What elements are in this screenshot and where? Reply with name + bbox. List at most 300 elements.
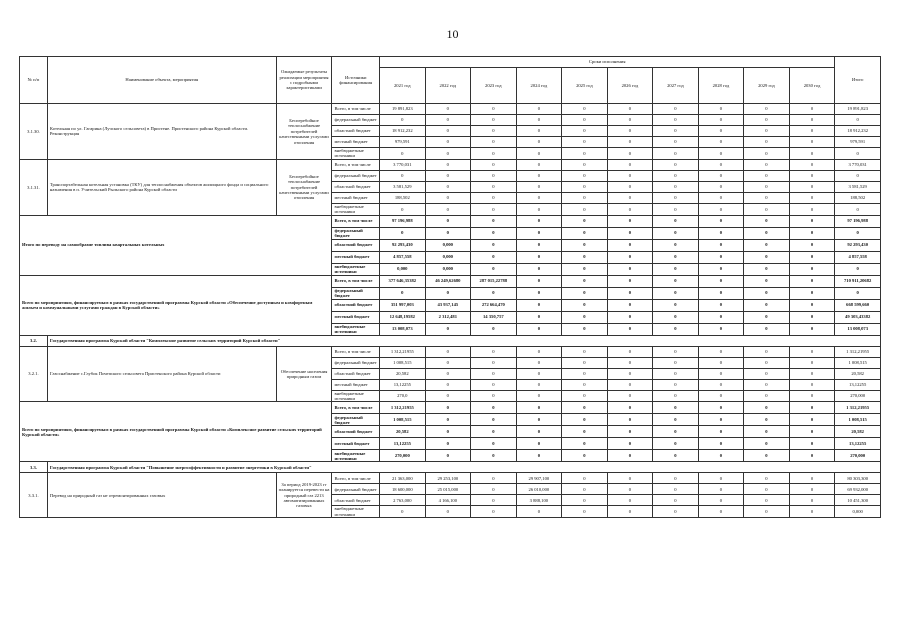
year-header: 2026 год (607, 68, 653, 104)
year-value: 0 (607, 414, 653, 426)
year-value: 0 (744, 170, 790, 181)
year-value: 1 008,515 (380, 357, 426, 368)
year-value: 0 (789, 506, 835, 518)
year-value: 0 (698, 299, 744, 311)
year-value: 0 (653, 506, 699, 518)
year-value: 0 (607, 484, 653, 495)
year-value: 0 (653, 287, 699, 299)
year-value: 0 (425, 170, 471, 181)
year-value: 46 249,62680 (425, 275, 471, 287)
year-value: 0 (653, 263, 699, 275)
year-value: 0 (744, 251, 790, 263)
year-value: 0 (607, 495, 653, 506)
row-total: 20,582 (835, 426, 881, 438)
year-value: 0 (653, 239, 699, 251)
section-number: 3.2. (20, 335, 48, 346)
item-result: Обеспечение населения природным газом (276, 346, 332, 402)
year-value: 0 (562, 438, 608, 450)
year-value: 0 (471, 227, 517, 239)
year-value: 0 (607, 450, 653, 462)
funding-source: федеральный бюджет (332, 170, 380, 181)
year-value: 0 (607, 215, 653, 227)
header-source: Источники финансирования (332, 57, 380, 104)
year-value: 0 (789, 239, 835, 251)
year-value: 0 (562, 484, 608, 495)
year-value: 0 (471, 346, 517, 357)
item-number: 3.2.1. (20, 346, 48, 402)
year-value: 0 (653, 346, 699, 357)
year-value: 0 (698, 426, 744, 438)
year-value: 0 (789, 215, 835, 227)
year-value: 0 (744, 104, 790, 115)
year-value: 0 (516, 311, 562, 323)
year-value: 0 (789, 379, 835, 390)
item-name: Перевод на природный газ не отремонтированных газовых (47, 473, 276, 518)
year-value: 0 (380, 170, 426, 181)
year-value: 0 (698, 473, 744, 484)
row-total: 0,000 (835, 506, 881, 518)
funding-source: местный бюджет (332, 379, 380, 390)
funding-source: федеральный бюджет (332, 227, 380, 239)
year-value: 0 (789, 450, 835, 462)
year-value: 0 (789, 227, 835, 239)
section-number: 3.3. (20, 462, 48, 473)
year-value: 1 312,21955 (380, 346, 426, 357)
year-value: 188,502 (380, 192, 426, 203)
year-value: 0 (562, 426, 608, 438)
header-total: Итого (835, 57, 881, 104)
year-value: 0 (744, 126, 790, 137)
funding-source: внебюджетные источники (332, 390, 380, 402)
year-value: 0 (516, 299, 562, 311)
header-period: Сроки исполнения (380, 57, 835, 68)
year-value: 0 (698, 484, 744, 495)
year-value: 0,000 (425, 251, 471, 263)
year-value: 0 (653, 438, 699, 450)
row-total: 3 770,031 (835, 159, 881, 170)
funding-source: внебюджетные источники (332, 263, 380, 275)
funding-source: Всего, в том числе (332, 215, 380, 227)
year-value: 272 664,470 (471, 299, 517, 311)
year-value: 0 (744, 148, 790, 160)
year-value: 270,000 (380, 450, 426, 462)
year-value: 12 648,19582 (380, 311, 426, 323)
year-value: 0 (516, 115, 562, 126)
year-value: 0 (653, 203, 699, 215)
year-value: 0 (744, 357, 790, 368)
year-value: 0 (516, 402, 562, 414)
year-value: 0 (471, 368, 517, 379)
year-value: 29 253,100 (425, 473, 471, 484)
item-name: Котельная по ул. Гагарина (Лучского сельсовета) в Пристене. Пристенского района Курской области. Реконструкция (47, 104, 276, 160)
funding-source: Всего, в том числе (332, 473, 380, 484)
funding-source: внебюджетные источники (332, 323, 380, 335)
year-value: 0 (516, 287, 562, 299)
year-value: 0 (789, 181, 835, 192)
page-number: 10 (446, 27, 459, 41)
row-total: 1 008,515 (835, 357, 881, 368)
year-value: 18 912,232 (380, 126, 426, 137)
year-value: 0 (516, 263, 562, 275)
funding-source: местный бюджет (332, 438, 380, 450)
year-value: 3 888,100 (516, 495, 562, 506)
year-value: 0 (653, 215, 699, 227)
year-value: 0 (562, 170, 608, 181)
funding-source: областной бюджет (332, 368, 380, 379)
year-value: 0 (471, 239, 517, 251)
year-value: 0 (380, 506, 426, 518)
year-value: 4 166,100 (425, 495, 471, 506)
year-value: 0 (425, 323, 471, 335)
year-value: 0 (516, 170, 562, 181)
year-value: 0 (425, 192, 471, 203)
item-name: Транспортабельная котельная установка (ТКУ) для теплоснабжения объектов жилищного фонда и социального назначения в п. Учительский Рыльского района Курской области (47, 159, 276, 215)
row-total: 3 581,529 (835, 181, 881, 192)
year-value: 0 (562, 450, 608, 462)
year-value: 0 (653, 159, 699, 170)
year-value: 0 (744, 203, 790, 215)
year-value: 0 (698, 192, 744, 203)
year-value: 0 (516, 438, 562, 450)
year-value: 0 (516, 357, 562, 368)
year-value: 0 (653, 170, 699, 181)
year-value: 0 (425, 148, 471, 160)
year-value: 0 (789, 473, 835, 484)
year-value: 0 (789, 414, 835, 426)
year-value: 287 015,22788 (471, 275, 517, 287)
year-value: 0 (653, 390, 699, 402)
year-value: 0 (653, 311, 699, 323)
year-value: 0 (698, 239, 744, 251)
section-title: Государственная программа Курской области "Повышение энергоэффективности и развитие энергетики в Курской области" (47, 462, 880, 473)
year-value: 0 (562, 159, 608, 170)
table-row (20, 402, 881, 414)
row-total: 0 (835, 227, 881, 239)
year-value: 0 (471, 414, 517, 426)
year-value: 0 (562, 126, 608, 137)
year-value: 0 (562, 263, 608, 275)
row-total: 979,591 (835, 137, 881, 148)
year-value: 0 (471, 287, 517, 299)
row-total: 13,12255 (835, 438, 881, 450)
year-value: 0 (607, 115, 653, 126)
year-value: 0 (562, 227, 608, 239)
year-value: 0 (516, 506, 562, 518)
year-value: 0 (744, 287, 790, 299)
year-value: 0 (789, 275, 835, 287)
year-value: 0 (471, 323, 517, 335)
year-value: 0 (653, 192, 699, 203)
row-total: 270,000 (835, 450, 881, 462)
year-value: 0 (789, 115, 835, 126)
row-total: 80 303,300 (835, 473, 881, 484)
year-value: 0 (471, 192, 517, 203)
year-value: 0 (607, 390, 653, 402)
year-value: 0 (744, 450, 790, 462)
table-row (20, 473, 881, 484)
year-value: 0 (789, 390, 835, 402)
year-value: 0 (516, 251, 562, 263)
funding-source: областной бюджет (332, 239, 380, 251)
row-total: 0 (835, 287, 881, 299)
year-value: 0 (653, 299, 699, 311)
total-name: Итого по переводу на самообразие топлива квартальных котельных (20, 215, 332, 275)
year-value: 0 (789, 357, 835, 368)
funding-source: областной бюджет (332, 426, 380, 438)
item-result: Бесперебойное теплоснабжение потребителей качественными услугами отопления (276, 159, 332, 215)
row-total: 49 303,43382 (835, 311, 881, 323)
year-value: 0 (562, 402, 608, 414)
year-value: 0 (471, 148, 517, 160)
year-value: 0 (471, 181, 517, 192)
year-value: 0 (516, 426, 562, 438)
year-value: 0 (471, 506, 517, 518)
year-value: 0 (471, 473, 517, 484)
year-header: 2025 год (562, 68, 608, 104)
item-number: 3.3.1. (20, 473, 48, 518)
year-value: 0 (744, 159, 790, 170)
year-value: 270,0 (380, 390, 426, 402)
year-value: 0 (789, 170, 835, 181)
year-value: 0 (562, 239, 608, 251)
year-value: 0 (744, 263, 790, 275)
year-value: 0 (698, 402, 744, 414)
year-value: 0 (698, 126, 744, 137)
year-value: 0 (698, 346, 744, 357)
year-value: 0 (516, 368, 562, 379)
financing-table (19, 56, 881, 518)
item-number: 3.1.31. (20, 159, 48, 215)
row-total: 97 196,988 (835, 215, 881, 227)
year-value: 0 (744, 215, 790, 227)
year-value: 0 (607, 126, 653, 137)
row-total: 19 891,823 (835, 104, 881, 115)
year-value: 0 (516, 215, 562, 227)
year-value: 0 (653, 181, 699, 192)
funding-source: внебюджетные источники (332, 506, 380, 518)
year-value: 0 (471, 170, 517, 181)
year-value: 0 (562, 368, 608, 379)
item-name: Газоснабжение с.Глубок Почепского сельсовета Пристенского района Курской области (47, 346, 276, 402)
year-value: 0 (653, 473, 699, 484)
year-value: 0 (744, 323, 790, 335)
row-total: 1 008,515 (835, 414, 881, 426)
year-value: 14 350,757 (471, 311, 517, 323)
year-value: 0 (607, 170, 653, 181)
row-total: 0 (835, 148, 881, 160)
year-header: 2027 год (653, 68, 699, 104)
year-value: 0 (653, 148, 699, 160)
year-value: 0 (425, 357, 471, 368)
funding-source: Всего, в том числе (332, 159, 380, 170)
year-value: 0 (471, 251, 517, 263)
funding-source: Всего, в том числе (332, 402, 380, 414)
row-total: 0 (835, 115, 881, 126)
year-value: 0 (653, 495, 699, 506)
year-value: 0 (516, 137, 562, 148)
year-value: 0 (789, 495, 835, 506)
year-value: 0 (471, 390, 517, 402)
year-value: 0 (425, 227, 471, 239)
year-value: 0 (607, 275, 653, 287)
section-title: Государственная программа Курской области "Комплексное развитие сельских территорий Курской области" (47, 335, 880, 346)
row-total: 20,582 (835, 368, 881, 379)
year-value: 0 (653, 323, 699, 335)
year-value: 0 (425, 287, 471, 299)
year-value: 0 (471, 104, 517, 115)
year-value: 0 (744, 506, 790, 518)
funding-source: федеральный бюджет (332, 484, 380, 495)
year-value: 0 (516, 390, 562, 402)
year-value: 0 (698, 275, 744, 287)
year-value: 0,000 (425, 239, 471, 251)
year-value: 0 (516, 323, 562, 335)
year-value: 0 (562, 495, 608, 506)
year-value: 0 (562, 357, 608, 368)
year-value: 0 (471, 495, 517, 506)
year-value: 0 (698, 287, 744, 299)
row-total: 188,502 (835, 192, 881, 203)
year-value: 0 (562, 506, 608, 518)
year-value: 0 (653, 414, 699, 426)
year-value: 0 (471, 426, 517, 438)
year-value: 0 (653, 450, 699, 462)
year-value: 0 (380, 148, 426, 160)
year-value: 0 (607, 203, 653, 215)
year-value: 0 (607, 104, 653, 115)
row-total: 0 (835, 203, 881, 215)
year-value: 0 (698, 170, 744, 181)
year-value: 0 (789, 159, 835, 170)
year-value: 0 (789, 368, 835, 379)
year-value: 0 (425, 181, 471, 192)
year-value: 0 (607, 137, 653, 148)
year-value: 13 008,073 (380, 323, 426, 335)
year-value: 0 (744, 181, 790, 192)
year-header: 2022 год (425, 68, 471, 104)
row-total: 13,12255 (835, 379, 881, 390)
year-value: 0 (471, 215, 517, 227)
year-value: 0 (607, 159, 653, 170)
year-value: 0,000 (380, 263, 426, 275)
year-value: 0 (425, 346, 471, 357)
row-total: 270,000 (835, 390, 881, 402)
funding-source: областной бюджет (332, 495, 380, 506)
year-value: 0 (425, 426, 471, 438)
item-result: За период 2019-2023 гг планируется перевести на природный газ 2213 автоматизированных газовых (276, 473, 332, 518)
year-value: 0 (698, 357, 744, 368)
funding-source: местный бюджет (332, 251, 380, 263)
year-value: 2 312,481 (425, 311, 471, 323)
year-value: 0 (789, 126, 835, 137)
year-value: 0 (789, 203, 835, 215)
funding-source: федеральный бюджет (332, 287, 380, 299)
year-value: 0 (607, 192, 653, 203)
year-value: 0 (744, 115, 790, 126)
year-value: 0 (562, 137, 608, 148)
year-value: 0 (744, 495, 790, 506)
year-value: 0 (698, 414, 744, 426)
year-value: 0 (698, 438, 744, 450)
funding-source: федеральный бюджет (332, 414, 380, 426)
year-value: 0 (562, 275, 608, 287)
year-value: 0 (789, 323, 835, 335)
year-value: 0 (698, 181, 744, 192)
funding-source: местный бюджет (332, 311, 380, 323)
year-value: 25 015,000 (425, 484, 471, 495)
year-value: 0 (698, 104, 744, 115)
year-value: 0 (789, 263, 835, 275)
table-row (20, 159, 881, 170)
row-total: 668 599,660 (835, 299, 881, 311)
year-value: 0 (744, 299, 790, 311)
year-value: 0 (562, 203, 608, 215)
year-value: 0 (789, 484, 835, 495)
funding-source: федеральный бюджет (332, 115, 380, 126)
year-value: 0 (425, 126, 471, 137)
year-value: 0 (425, 159, 471, 170)
year-value: 21 363,000 (380, 473, 426, 484)
year-value: 0 (471, 357, 517, 368)
year-value: 0 (562, 414, 608, 426)
year-value: 0 (380, 227, 426, 239)
year-value: 1 312,21955 (380, 402, 426, 414)
year-value: 0 (471, 379, 517, 390)
year-value: 0 (562, 148, 608, 160)
year-value: 0 (425, 450, 471, 462)
year-value: 0 (425, 390, 471, 402)
year-header: 2024 год (516, 68, 562, 104)
year-value: 2 763,000 (380, 495, 426, 506)
year-value: 0 (698, 450, 744, 462)
row-total: 69 932,000 (835, 484, 881, 495)
header-name: Наименование объекта, мероприятия (47, 57, 276, 104)
table-row (20, 346, 881, 357)
year-value: 0 (789, 104, 835, 115)
year-value: 0 (607, 148, 653, 160)
year-value: 0 (698, 495, 744, 506)
year-value: 0 (516, 450, 562, 462)
year-value: 0 (516, 104, 562, 115)
funding-source: Всего, в том числе (332, 346, 380, 357)
year-value: 0 (789, 402, 835, 414)
year-value: 0 (698, 251, 744, 263)
year-value: 0 (471, 126, 517, 137)
year-header: 2021 год (380, 68, 426, 104)
year-value: 0 (789, 148, 835, 160)
year-value: 0 (744, 438, 790, 450)
year-value: 0 (425, 438, 471, 450)
year-value: 0 (607, 368, 653, 379)
year-value: 0 (607, 323, 653, 335)
year-value: 0 (562, 390, 608, 402)
year-value: 0 (607, 299, 653, 311)
item-number: 3.1.30. (20, 104, 48, 160)
year-value: 0 (425, 215, 471, 227)
year-value: 0 (607, 402, 653, 414)
year-value: 0 (562, 115, 608, 126)
year-value: 0 (425, 368, 471, 379)
funding-source: федеральный бюджет (332, 357, 380, 368)
table-row (20, 275, 881, 287)
row-total: 0 (835, 263, 881, 275)
year-value: 0 (653, 484, 699, 495)
year-value: 0 (744, 473, 790, 484)
year-value: 0 (698, 203, 744, 215)
year-value: 0 (607, 287, 653, 299)
year-value: 0 (698, 215, 744, 227)
year-value: 351 997,003 (380, 299, 426, 311)
